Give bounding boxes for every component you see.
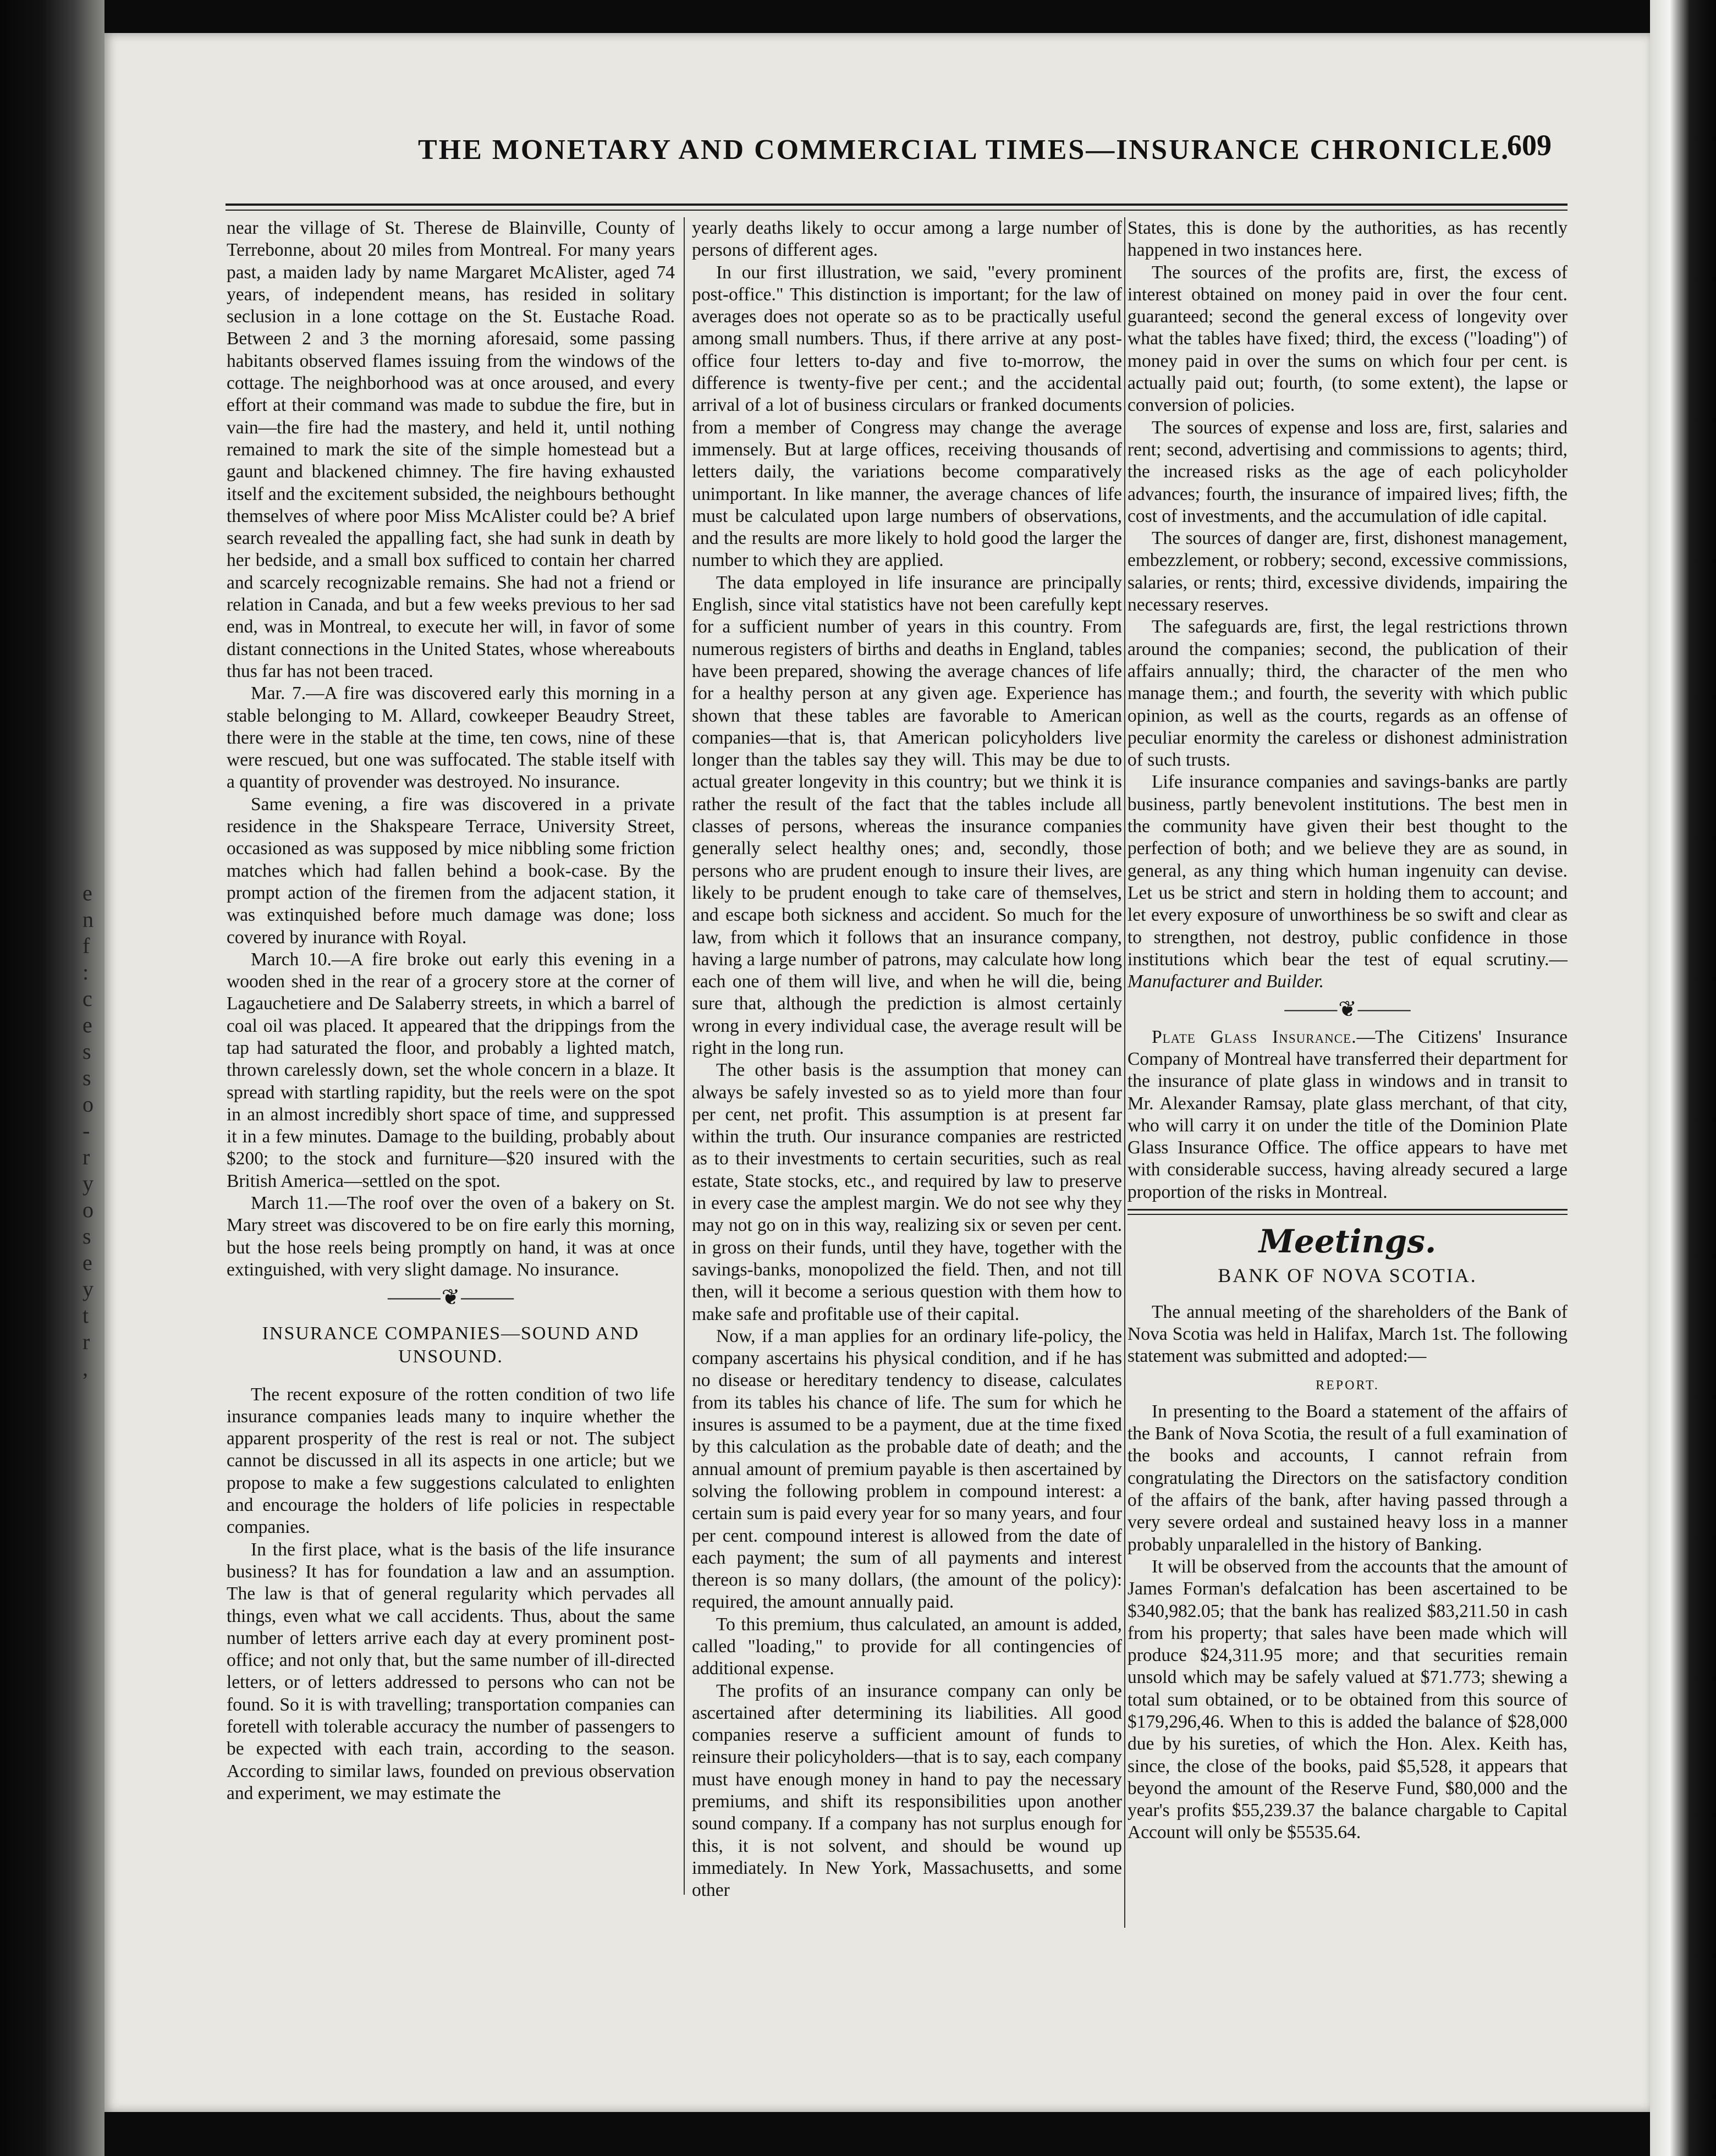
article-paragraph: yearly deaths likely to occur among a large number of persons of different ages. bbox=[692, 218, 1122, 261]
publication-title: THE MONETARY AND COMMERCIAL TIMES—INSURANCE CHRONICLE. bbox=[418, 134, 1510, 166]
edge-char: t bbox=[82, 1303, 88, 1328]
report-paragraph: It will be observed from the accounts that the amount of James Forman's defalcation has been ascertained to be $340,982.05; that the bank has realized $83,211.50 in cash from his property; that sales have been made which will produce $24,311.95 more; and that securities remain unsold which may be safely valued at $71.773; shewing a total sum obtained, or to be obtained from this source of $179,296,46. When to this is added the balance of $28,000 due by his sureties, of which the Hon. Alex. Keith has, since, the close of the books, paid $5,528, it appears that beyond the amount of the Reserve Fund, $80,000 and the year's profits $55,239.37 the balance chargable to Capital Account will only be $5535.64. bbox=[1128, 1556, 1568, 1843]
edge-char: o bbox=[82, 1092, 92, 1116]
source-credit: Manufacturer and Builder. bbox=[1128, 971, 1324, 992]
edge-char: o bbox=[82, 1197, 92, 1222]
fire-report-blainville: near the village of St. Therese de Blainville, County of Terrebonne, about 20 miles from Montreal. For many years past, a maiden lady by name Margaret McAlister, aged 74 years, of independent means, has resided in solitary seclusion in a lone cottage on the St. Eustache Road. Between 2 and 3 the morning aforesaid, some passing habitants observed flames issuing from the windows of the cottage. The neighborhood was at once aroused, and every effort at their command was made to subdue the fire, but in vain—the fire had the mastery, and held it, until nothing remained to mark the site of the simple homestead but a gaunt and blackened chimney. The fire having exhausted itself and the excitement subsided, the neighbours bethought themselves of where poor Miss McAlister could be? A brief search revealed the appalling fact, she had sunk in death by her bedside, and a small box sufficed to contain her charred and scarcely recognizable remains. She had not a friend or relation in Canada, and but a few weeks previous to her sad end, was in Montreal, to execute her will, in favor of some distant connections in the United States, whose whereabouts thus far has not been traced. bbox=[227, 218, 675, 681]
edge-char: s bbox=[82, 1065, 90, 1090]
article-paragraph: The profits of an insurance company can only be ascertained after determining its liabilities. All good companies reserve a sufficient amount of funds to reinsure their policyholders—that is to say, each company must have enough money in hand to pay the necessary premiums, and shift its responsibilities upon another sound company. If a company has not surplus enough for this, it is not solvent, and should be wound up immediately. In New York, Massachusetts, and some other bbox=[692, 1680, 1122, 1901]
fire-report-mar-7: Mar. 7.—A fire was discovered early this morning in a stable belonging to M. Allard, cowkeeper Beaudry Street, there were in the stable at the time, ten cows, nine of these were rescued, but one was suffocated. The stable itself with a quantity of provender was destroyed. No insurance. bbox=[227, 683, 675, 793]
article-paragraph: The recent exposure of the rotten condition of two life insurance companies leads many to inquire whether the apparent prosperity of the rest is real or not. The subject cannot be discussed in all its aspects in one article; but we propose to make a few suggestions calculated to enlighten and encourage the holders of life policies in respectable companies. bbox=[227, 1384, 675, 1538]
report-heading: REPORT. bbox=[1316, 1378, 1379, 1393]
article-paragraph: The data employed in life insurance are principally English, since vital statistics have not been carefully kept for a sufficient number of years in this country. From numerous registers of births and deaths in England, tables have been prepared, showing the average chances of life for a healthy person at any given age. Experience has shown that these tables are favorable to American companies—that is, that American policyholders live longer than the tables say they will. This may be due to actual greater longevity in this country; but we think it is rather the result of the fact that the tables include all classes of persons, whereas the insurance companies generally select healthy ones; and, secondly, those persons who are prudent enough to insure their lives, are likely to be prudent enough to take care of themselves, and escape both sickness and accident. So much for the law, from which it follows that an insurance company, having a large number of patrons, may calculate how long each one of them will live, and when he will die, being sure that, although the prediction is almost certainly wrong in every individual case, the average result will be right in the long run. bbox=[692, 572, 1122, 1058]
plate-glass-text: —The Citizens' Insurance Company of Montreal have transferred their department for the insurance of plate glass in windows and in transit to Mr. Alexander Ramsay, plate glass merchant, of that city, who will carry it on under the title of the Dominion Plate Glass Insurance Office. The office appears to have met with considerable success, having already secured a large proportion of the risks in Montreal. bbox=[1128, 1026, 1568, 1202]
article-paragraph: The safeguards are, first, the legal restrictions thrown around the companies; second, the publication of their affairs annually; third, the character of the men who manage them.; and fourth, the severity with which public opinion, as well as the courts, regards as an offense of peculiar enormity the careless or dishonest administration of such trusts. bbox=[1128, 617, 1568, 771]
edge-char: , bbox=[82, 1356, 87, 1380]
article-paragraph: Now, if a man applies for an ordinary life-policy, the company ascertains his physical condition, and if he has no disease or hereditary tendency to disease, calculates from its tables his chance of life. The sum for which he insures is assumed to be a payment, due at the time fixed by this calculation as the probable date of death; and the annual amount of premium payable is then ascertained by solving the following problem in compound interest: a certain sum is paid every year for so many years, and four per cent. compound interest is allowed from the date of each payment; the sum of all payments and interest thereon is so many dollars, (the amount of the policy): required, the amount annually paid. bbox=[692, 1326, 1122, 1613]
edge-char: n bbox=[82, 907, 92, 932]
edge-char: f bbox=[82, 933, 89, 958]
fire-report-mar-11: March 11.—The roof over the oven of a bakery on St. Mary street was discovered to be on fire early this morning, but the hose reels being promptly on hand, it was at once extinguished, with very slight damage. No insurance. bbox=[227, 1193, 675, 1280]
column-divider-2 bbox=[1124, 217, 1125, 1928]
facing-page-edge-text bbox=[82, 880, 105, 1382]
article-paragraph: States, this is done by the authorities, as has recently happened in two instances here. bbox=[1128, 218, 1568, 261]
column-2 bbox=[692, 217, 1122, 1902]
article-paragraph: In our first illustration, we said, "every prominent post-office." This distinction is important; for the law of averages does not operate so as to be practically useful among small numbers. Thus, if there arrive at any post-office four letters to-day and five to-morrow, the difference is twenty-five per cent.; and the accidental arrival of a lot of business circulars or franked documents from a member of Congress may change the average immensely. But at large offices, receiving thousands of letters daily, the variations become comparatively unimportant. In like manner, the average chances of life must be calculated upon large numbers of observations, and the results are more likely to hold good the larger the number to which they are applied. bbox=[692, 262, 1122, 571]
header-rule bbox=[226, 204, 1568, 211]
bank-heading: BANK OF NOVA SCOTIA. bbox=[1218, 1264, 1477, 1287]
fire-report-same-evening: Same evening, a fire was discovered in a private residence in the Shakspeare Terrace, University Street, occasioned as was supposed by mice nibbling some friction matches which had fallen behind a book-case. By the prompt action of the firemen from the adjacent station, it was extinquished before much damage was done; loss covered by inurance with Royal. bbox=[227, 794, 675, 948]
edge-char: e bbox=[82, 1250, 91, 1275]
article-paragraph: In the first place, what is the basis of the life insurance business? It has for foundation a law and an assumption. The law is that of general regularity which pervades all things, even what we call accidents. Thus, about the same number of letters arrive each day at every prominent post-office; and not only that, but the same number of ill-directed letters, or of letters addressed to persons who can not be found. So it is with travelling; transportation companies can foretell with tolerable accuracy the number of passengers to be expected with each train, according to the season. According to similar laws, founded on previous observation and experiment, we may estimate the bbox=[227, 1539, 675, 1803]
section-ornament: ⸻❦⸻ bbox=[1283, 997, 1412, 1022]
article-paragraph: The sources of danger are, first, dishonest management, embezzlement, or robbery; second, excessive commissions, salaries, or rents; third, excessive dividends, impairing the necessary reserves. bbox=[1128, 528, 1568, 615]
page-edge-strip bbox=[1650, 0, 1716, 2156]
meeting-intro: The annual meeting of the shareholders of the Bank of Nova Scotia was held in Halifax, March 1st. The following statement was submitted and adopted:— bbox=[1128, 1301, 1568, 1367]
meetings-heading: Meetings. bbox=[1258, 1223, 1437, 1261]
edge-char: s bbox=[82, 1039, 90, 1064]
fire-report-mar-10: March 10.—A fire broke out early this evening in a wooden shed in the rear of a grocery store at the corner of Lagauchetiere and De Salaberry streets, in which a barrel of coal oil was placed. It appeared that the drippings from the tap had saturated the floor, and probably a lighted match, thrown carelessly down, set the whole concern in a blaze. It spread with startling rapidity, but the reels were on the spot in an almost incredibly short space of time, and suppressed it in a few minutes. Damage to the building, probably about $200; to the stock and furniture—$20 insured with the British America—settled on the spot. bbox=[227, 949, 675, 1191]
plate-glass-heading: Plate Glass Insurance. bbox=[1152, 1026, 1357, 1047]
column-divider-1 bbox=[684, 217, 685, 1895]
section-ornament: ⸻❦⸻ bbox=[386, 1285, 515, 1310]
page-number: 609 bbox=[1507, 129, 1552, 162]
edge-char: y bbox=[82, 1277, 92, 1301]
edge-char: e bbox=[82, 881, 91, 905]
edge-char: : bbox=[82, 960, 88, 985]
edge-char: r bbox=[82, 1329, 89, 1354]
article-paragraph: The sources of expense and loss are, first, salaries and rent; second, advertising and commissions to agents; third, the increased risks as the age of each policyholder advances; fourth, the insurance of impaired lives; fifth, the cost of investments, and the accumulation of idle capital. bbox=[1128, 417, 1568, 526]
section-rule bbox=[1128, 1209, 1568, 1215]
edge-char: c bbox=[82, 986, 91, 1011]
report-paragraph: In presenting to the Board a statement of the affairs of the Bank of Nova Scotia, the result of a full examination of the books and accounts, I cannot refrain from congratulating the Directors on the satisfactory condition of the affairs of the bank, after having passed through a very severe ordeal and sustained heavy loss in a manner probably unparalelled in the history of Banking. bbox=[1128, 1401, 1568, 1555]
column-3 bbox=[1128, 217, 1568, 1844]
edge-char: r bbox=[82, 1145, 89, 1169]
article-paragraph: To this premium, thus calculated, an amount is added, called "loading," to provide for all contingencies of additional expense. bbox=[692, 1614, 1122, 1679]
edge-char: y bbox=[82, 1171, 92, 1196]
article-closing-paragraph bbox=[1128, 771, 1568, 993]
closing-text: Life insurance companies and savings-banks are partly business, partly benevolent institutions. The best men in the community have given their best thought to the perfection of both; and we believe they are as sound, in general, as any thing which human ingenuity can devise. Let us be strict and stern in holding them to account; and let every exposure of unworthiness be so swift and clear as to strengthen, not destroy, public confidence in those institutions which bear the test of equal scrutiny.— bbox=[1128, 772, 1568, 970]
edge-char: s bbox=[82, 1224, 90, 1248]
edge-char: e bbox=[82, 1013, 91, 1037]
plate-glass-item bbox=[1128, 1026, 1568, 1203]
edge-char: - bbox=[82, 1118, 89, 1143]
article-paragraph: The other basis is the assumption that money can always be safely invested so as to yield more than four per cent, net profit. This assumption is at present far within the truth. Our insurance companies are restricted as to their investments to certain securities, such as real estate, State stocks, etc., and required by law to preserve in every case the amplest margin. We do not see why they may not go on in this way, realizing six or seven per cent. in gross on their funds, until they have, together with the savings-banks, monopolized the field. Then, and not till then, will it become a serious question with them how to make safe and profitable use of their capital. bbox=[692, 1060, 1122, 1324]
article-headline-insurance-companies: INSURANCE COMPANIES—SOUND AND UNSOUND. bbox=[262, 1323, 640, 1367]
running-header bbox=[132, 102, 1562, 166]
column-1 bbox=[227, 217, 675, 1805]
article-paragraph: The sources of the profits are, first, the excess of interest obtained on money paid in over the four cent. guaranteed; second the general excess of longevity over what the tables have fixed; third, the excess ("loading") of money paid in over the sums on which four per cent. is actually paid out; fourth, (to some extent), the lapse or conversion of policies. bbox=[1128, 262, 1568, 416]
